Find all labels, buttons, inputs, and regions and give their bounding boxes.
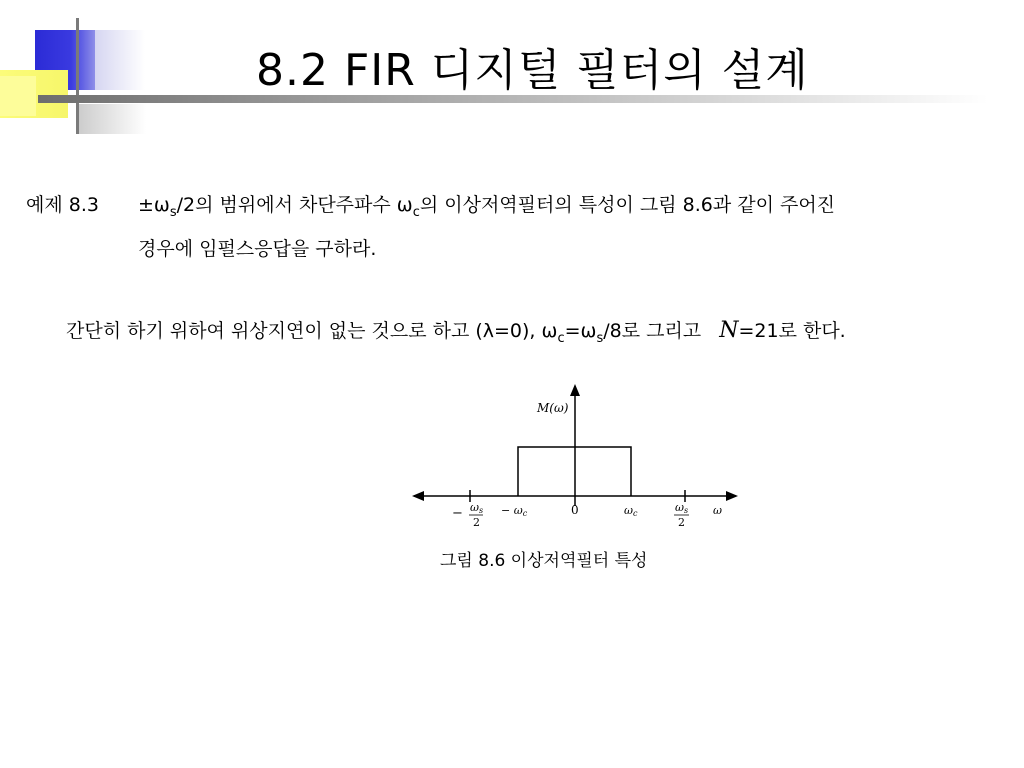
- tick-label-neg-half-fs-num: ωs: [470, 501, 484, 515]
- example-line-1-sub-s: s: [169, 204, 177, 220]
- note-part-2: =ω: [564, 320, 597, 342]
- tick-label-wc: ωc: [624, 504, 638, 518]
- example-line-1: [138, 190, 835, 220]
- ideal-lowpass-figure: [400, 378, 750, 538]
- x-axis-label: ω: [713, 504, 722, 517]
- example-label: 예제 8.3: [26, 194, 99, 216]
- header-decor-grey-shadow: [76, 104, 146, 134]
- header-decor-blue-fade: [95, 30, 145, 90]
- note-line: [66, 316, 846, 346]
- x-axis-right-arrow: [726, 491, 738, 501]
- example-line-1-b: /2의 범위에서 차단주파수 ω: [176, 194, 413, 216]
- header-decor-vertical-line: [76, 18, 79, 134]
- note-variable-n: N: [719, 318, 739, 343]
- note-sub-c: c: [557, 330, 565, 346]
- tick-label-zero: 0: [571, 503, 579, 517]
- y-axis-label: M(ω): [537, 401, 569, 415]
- example-line-1-sub-c: c: [412, 204, 420, 220]
- tick-label-neg-half-fs-den: 2: [473, 516, 480, 529]
- x-axis-left-arrow: [412, 491, 424, 501]
- note-sub-s: s: [596, 330, 604, 346]
- header-decor-yellow-inner: [0, 76, 36, 116]
- example-line-1-a: ±ω: [138, 194, 170, 216]
- tick-label-neg-wc: − ωc: [501, 504, 528, 518]
- example-line-1-c: 의 이상저역필터의 특성이 그림 8.6과 같이 주어진: [419, 194, 836, 216]
- note-part-5: =21로 한다.: [738, 320, 846, 342]
- y-axis-arrow: [570, 384, 580, 396]
- tick-label-neg-half-fs-sign: −: [452, 506, 463, 521]
- note-part-3: /8로 그리고: [603, 320, 702, 342]
- note-part-1: 간단히 하기 위하여 위상지연이 없는 것으로 하고 (λ=0), ω: [66, 320, 558, 342]
- figure-caption: 그림 8.6 이상저역필터 특성: [440, 551, 648, 571]
- example-line-2: 경우에 임펄스응답을 구하라.: [138, 238, 377, 260]
- tick-label-half-fs-num: ωs: [675, 501, 689, 515]
- tick-label-half-fs-den: 2: [678, 516, 685, 529]
- slide-title: 8.2 FIR 디지털 필터의 설계: [256, 45, 809, 96]
